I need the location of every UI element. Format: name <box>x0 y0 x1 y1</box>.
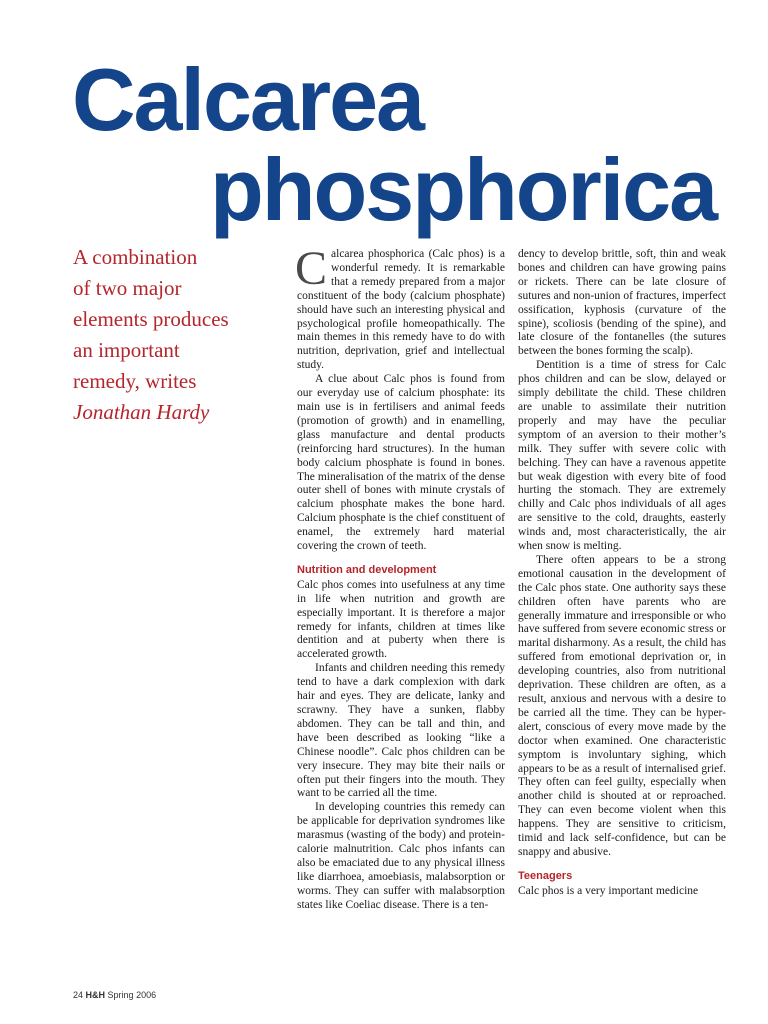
paragraph: Calc phos is a very important medicine <box>518 884 699 897</box>
standfirst-line: remedy, writes <box>73 369 197 393</box>
title-line-2: phosphorica <box>210 140 717 239</box>
paragraph: There often appears to be a strong emotional causation in the development of the Calc phos state. One authority says these children often have parents who are generally immature and irresponsible or who have suffered from severe economic stress or marital disharmony. As a result, the child has suffered from emotional deprivation or, in developing countries, also from nutritional deprivation. These children are often, as a result, anxious and nervous with a desire to be carried all the time. They can be hyper-alert, conscious of every move made by the doctor when examined. One characteristic symptom is involuntary sighing, which appears to be as a result of internalised grief. They often can feel guilty, especially when another child is shouted at or reproached. They can even become violent when this happens. They are sensitive to criticism, timid and lack self-confidence, but can be snappy and abusive. <box>518 553 726 858</box>
standfirst <box>73 242 273 428</box>
paragraph-text: alcarea phosphorica (Calc phos) is a wonderful remedy. It is remarkable that a remedy prepared from a major constituent of the body (calcium phosphate) should have such an interesting physical and psychological profile homeopathically. The main themes in this remedy have to do with nutrition, deprivation, grief and intellectual study. <box>297 248 505 372</box>
article-column-2 <box>518 248 726 899</box>
magazine-name: H&H <box>85 990 106 1000</box>
paragraph: dency to develop brittle, soft, thin and weak bones and children can have growing pains or rickets. There can be late closure of sutures and non-union of fractures, imperfect ossification, kyphosis (curvature of the spine), scoliosis (bending of the spine), and late closure of the fontanelles (the sutures between the bones forming the scalp). <box>518 248 726 358</box>
article-column-1 <box>295 242 505 913</box>
paragraph: A clue about Calc phos is found from our everyday use of calcium phosphate: its main use is in fertilisers and animal feeds (promotion of growth) and in enamelling, glass manufacture and dental products (reinforcing hard structures). In the human body calcium phosphate is found in bones. The mineralisation of the matrix of the dense outer shell of bones with minute crystals of calcium phosphate makes the bone hard. Calcium phosphate is the chief constituent of enamel, the extremely hard material covering the crown of teeth. <box>297 373 505 553</box>
section-heading: Teenagers <box>518 869 573 882</box>
page-number: 24 <box>73 990 84 1000</box>
paragraph: Infants and children needing this remedy tend to have a dark complexion with dark hair and eyes. They are delicate, lanky and scrawny. They have a sunken, flabby abdomen. They can be tall and thin, and have been described as looking “like a Chinese noodle”. Calc phos children can be very insecure. They may bite their nails or often put their fingers into the mouth. They want to be carried all the time. <box>297 662 505 800</box>
paragraph: Calc phos comes into usefulness at any time in life when nutrition and growth are especially important. It is therefore a major remedy for infants, children at times like dentition and at puberty when there is accelerated growth. <box>297 578 505 661</box>
standfirst-line: an important <box>73 338 180 362</box>
issue-date: Spring 2006 <box>107 990 157 1000</box>
drop-cap: C <box>295 242 328 295</box>
standfirst-line: of two major <box>73 276 182 300</box>
title-line-1: Calcarea <box>72 50 423 149</box>
paragraph <box>295 242 505 373</box>
standfirst-line: A combination <box>73 245 198 269</box>
section-heading: Nutrition and development <box>297 563 437 576</box>
page-footer <box>73 990 156 1000</box>
standfirst-line: elements produces <box>73 307 229 331</box>
paragraph: Dentition is a time of stress for Calc phos children and can be slow, delayed or simply debilitate the child. These children are unable to assimilate their nutrition properly and may have the peculiar symptom of an aversion to their mother’s milk. They suffer with severe colic with belching. They can have a ravenous appetite but weak digestion with every bite of food hurting the stomach. They are extremely chilly and Calc phos individuals of all ages are sensitive to the cold, draughts, easterly winds and, most characteristically, the air when snow is melting. <box>518 359 726 553</box>
paragraph: In developing countries this remedy can be applicable for deprivation syndromes like marasmus (wasting of the body) and protein-calorie malnutrition. Calc phos infants can also be emaciated due to any physical illness like diarrhoea, amoebiasis, malabsorption or worms. They can suffer with malabsorption states like Coeliac disease. There is a ten- <box>297 801 505 911</box>
author-name: Jonathan Hardy <box>73 400 210 424</box>
